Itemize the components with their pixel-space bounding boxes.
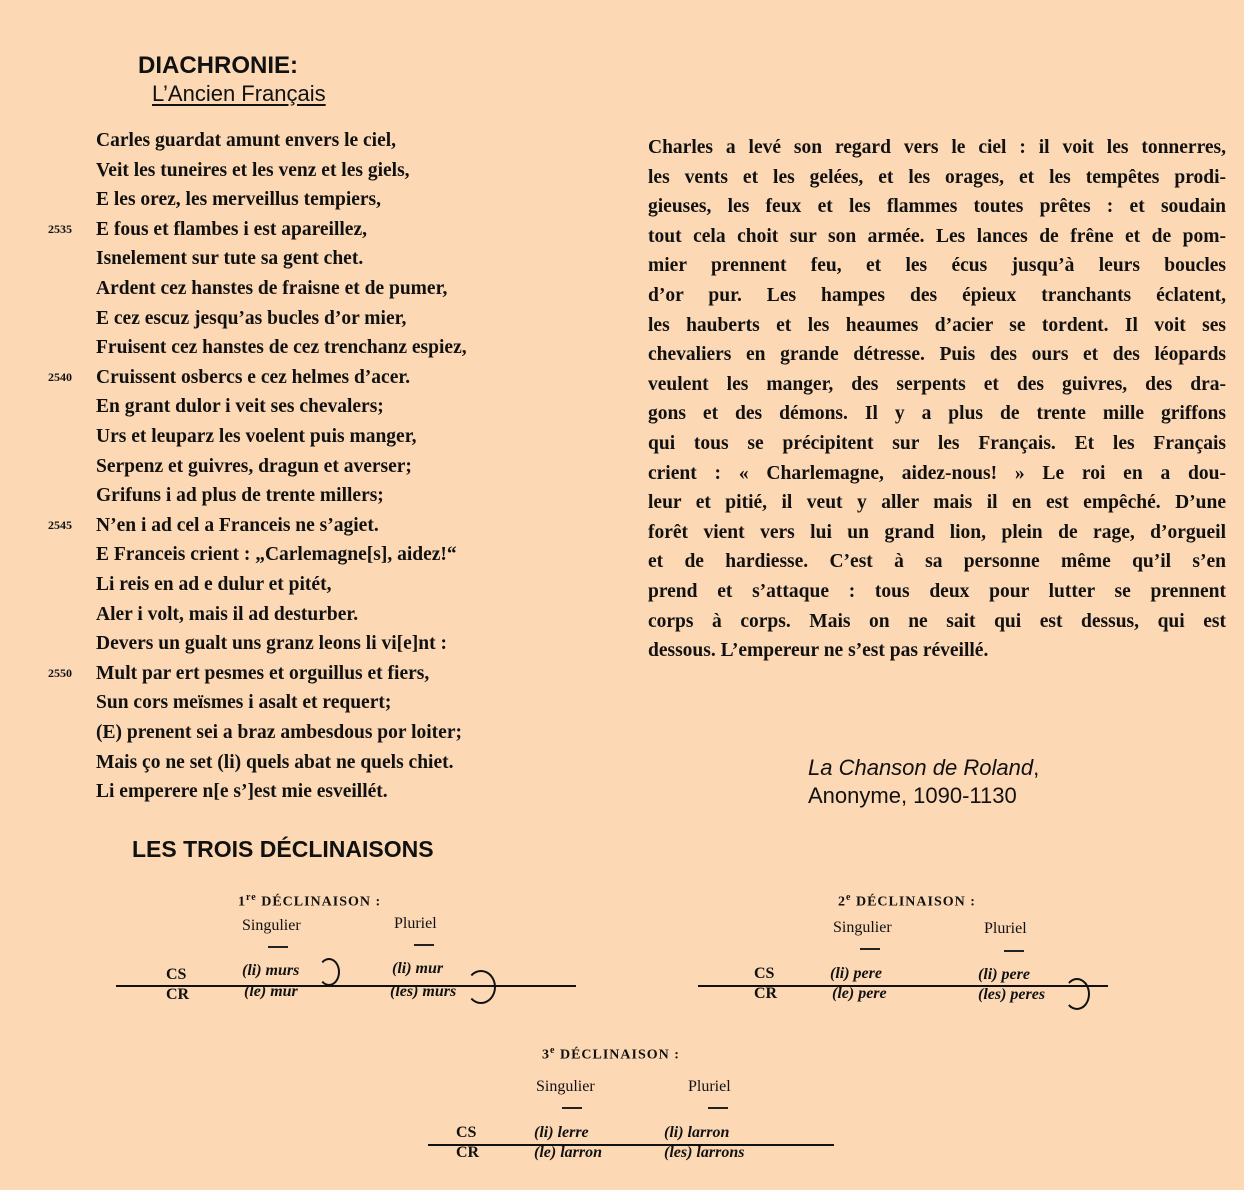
line-number: 2545: [48, 517, 72, 532]
declension-3-cs-plural: (li) larron: [664, 1124, 730, 1141]
declension-3-rule: [428, 1144, 834, 1146]
declension-1-cs-plural: (li) mur: [392, 960, 444, 977]
declension-1-cr-plural: (les) murs: [390, 983, 457, 1000]
poem-line: Veit les tuneires et les venz et les giels,: [96, 159, 410, 181]
declension-3-cs-singular: (li) lerre: [534, 1124, 589, 1141]
line-number: 2550: [48, 665, 72, 680]
poem-line: Mais ço ne set (li) quels abat ne quels chiet.: [96, 751, 454, 773]
declension-3-cr-label: CR: [456, 1144, 480, 1161]
declension-2-plural-head: Pluriel: [984, 920, 1027, 937]
declension-1-title: 1re DÉCLINAISON :: [238, 892, 382, 910]
translation-line: crient : « Charlemagne, aidez-nous! » Le roi en a dou-: [648, 462, 1226, 484]
modern-french-translation: [648, 133, 1226, 666]
ending-circle-mark: [1064, 978, 1090, 1010]
declensions-title: LES TROIS DÉCLINAISONS: [132, 836, 434, 862]
poem-line: E les orez, les merveillus tempiers,: [96, 189, 382, 211]
dash: [860, 948, 880, 950]
poem-line: Li emperere n[e s’]est mie esveillét.: [96, 781, 388, 803]
declension-2-title: 2e DÉCLINAISON :: [838, 892, 976, 910]
translation-line: corps à corps. Mais on ne sait qui est dessus, qui est: [648, 610, 1226, 632]
poem-line: Aler i volt, mais il ad desturber.: [96, 603, 359, 625]
poem-line: Urs et leuparz les voelent puis manger,: [96, 426, 417, 447]
translation-line: tout cela choit sur son armée. Les lances de frêne et de pom-: [648, 225, 1226, 247]
translation-line: leur et pitié, il veut y aller mais il en est empêché. D’une: [648, 492, 1226, 514]
declension-3-cs-label: CS: [456, 1124, 477, 1141]
page-title: DIACHRONIE:: [138, 52, 298, 79]
dash: [1004, 950, 1024, 952]
declension-1-singular-head: Singulier: [242, 917, 301, 934]
dash: [268, 946, 288, 948]
declension-2-cs-plural: (li) pere: [978, 966, 1030, 983]
poem-line: Fruisent cez hanstes de cez trenchanz espiez,: [96, 337, 467, 359]
poem-line: Isnelement sur tute sa gent chet.: [96, 248, 364, 270]
declension-3-plural-head: Pluriel: [688, 1078, 731, 1095]
poem-line: Li reis en ad e dulur et pitét,: [96, 574, 332, 595]
translation-line: chevaliers en grande détresse. Puis des ours et des léopards: [648, 344, 1226, 366]
poem-line: Ardent cez hanstes de fraisne et de pumer,: [96, 278, 448, 299]
dash: [414, 944, 434, 946]
poem-line: Cruissent osbercs e cez helmes d’acer.: [96, 366, 411, 388]
declension-2-cs-label: CS: [754, 965, 775, 982]
declension-3-singular-head: Singulier: [536, 1078, 595, 1095]
poem-line: Devers un gualt uns granz leons li vi[e]nt :: [96, 633, 447, 655]
page-subtitle: L’Ancien Français: [152, 81, 326, 106]
translation-line: mier prennent feu, et les écus jusqu’à leurs boucles: [648, 255, 1226, 277]
ending-circle-mark: [318, 958, 340, 986]
poem-line: En grant dulor i veit ses chevalers;: [96, 396, 384, 418]
translation-line: les vents et les gelées, et les orages, et les tempêtes prodi-: [648, 166, 1226, 188]
poem-line: E Franceis crient : „Carlemagne[s], aidez!“: [96, 544, 457, 566]
poem-line: N’en i ad cel a Franceis ne s’agiet.: [96, 514, 379, 536]
poem-line: E cez escuz jesqu’as bucles d’or mier,: [96, 307, 407, 329]
poem-line: (E) prenent sei a braz ambesdous por loiter;: [96, 722, 462, 743]
declension-3-title: 3e DÉCLINAISON :: [542, 1045, 680, 1063]
declension-2-singular-head: Singulier: [833, 919, 892, 936]
line-number: 2535: [48, 221, 72, 236]
translation-line: gieuses, les feux et les flammes toutes prêtes : et soudain: [648, 196, 1226, 218]
declension-2-cr-plural: (les) peres: [978, 986, 1046, 1003]
poem-line: Sun cors meïsmes i asalt et requert;: [96, 692, 392, 714]
declension-2-cr-singular: (le) pere: [832, 985, 887, 1002]
declension-1-cs-singular: (li) murs: [242, 962, 300, 979]
translation-line: gons et des démons. Il y a plus de trente mille griffons: [648, 403, 1226, 425]
dash: [562, 1107, 582, 1109]
translation-line: d’or pur. Les hampes des épieux tranchants éclatent,: [648, 284, 1226, 306]
translation-line: forêt vient vers lui un grand lion, plein de rage, d’orgueil: [648, 521, 1226, 543]
poem-line: E fous et flambes i est apareillez,: [96, 218, 367, 240]
declension-3-cr-plural: (les) larrons: [664, 1144, 745, 1161]
declension-1-cr-singular: (le) mur: [244, 983, 298, 1000]
declension-1-cs-label: CS: [166, 966, 187, 983]
translation-line: dessous. L’empereur ne s’est pas réveillé.: [648, 640, 989, 662]
poem-line: Grifuns i ad plus de trente millers;: [96, 485, 384, 507]
translation-line: Charles a levé son regard vers le ciel : il voit les tonnerres,: [648, 137, 1226, 158]
declension-2-cs-singular: (li) pere: [830, 965, 882, 982]
translation-line: qui tous se précipitent sur les Français. Et les Français: [648, 432, 1226, 454]
citation-work: La Chanson de Roland: [808, 755, 1034, 780]
dash: [708, 1107, 728, 1109]
translation-line: les hauberts et les heaumes d’acier se tordent. Il voit ses: [648, 314, 1226, 336]
poem-line: Carles guardat amunt envers le ciel,: [96, 130, 397, 151]
declension-1-cr-label: CR: [166, 986, 190, 1003]
citation-comma: ,: [1033, 755, 1040, 780]
citation-author-date: Anonyme, 1090-1130: [808, 783, 1017, 808]
line-number: 2540: [48, 369, 72, 384]
declension-1-plural-head: Pluriel: [394, 915, 437, 932]
declension-3-cr-singular: (le) larron: [534, 1144, 602, 1161]
poem-line: Serpenz et guivres, dragun et averser;: [96, 455, 412, 477]
translation-line: prend et s’attaque : tous deux pour lutter se prennent: [648, 580, 1226, 602]
ending-circle-mark: [466, 970, 496, 1004]
poem-line: Mult par ert pesmes et orguillus et fiers,: [96, 662, 430, 684]
translation-line: veulent les manger, des serpents et des guivres, des dra-: [648, 373, 1226, 395]
declension-2-cr-label: CR: [754, 985, 778, 1002]
citation: [808, 754, 1039, 810]
translation-line: et de hardiesse. C’est à sa personne même qu’il s’en: [648, 551, 1226, 573]
